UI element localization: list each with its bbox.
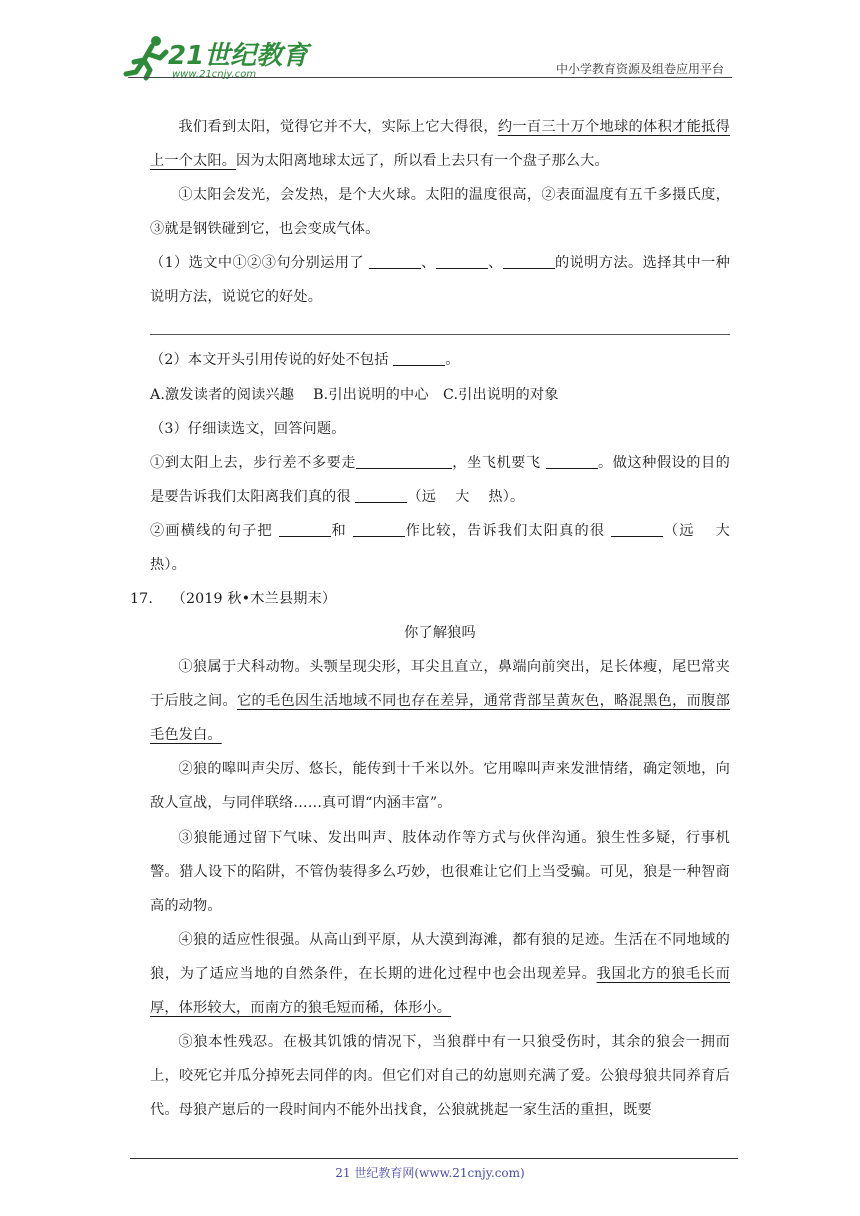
runner-icon <box>126 36 166 78</box>
site-logo <box>122 32 309 80</box>
header-divider <box>128 77 732 78</box>
article-title: 你了解狼吗 <box>404 625 476 642</box>
question-source: （2019 秋•木兰县期末） <box>171 591 337 608</box>
document-body <box>130 110 745 1127</box>
answer-blank[interactable] <box>546 454 598 469</box>
header-platform-name: 中小学教育资源及组卷应用平台 <box>555 62 724 76</box>
question-3: （3）仔细读选文，回答问题。 <box>150 420 346 437</box>
footer-text: 21 世纪教育网(www.21cnjy.com) <box>335 1166 525 1180</box>
answer-line[interactable] <box>150 314 730 335</box>
underlined-sentence: 约一百三十万个地球的体积才能抵得上一个太阳。 <box>150 119 730 170</box>
article-paragraph-2: ②狼的嗥叫声尖厉、悠长，能传到十千米以外。它用嗥叫声来发泄情绪，确定领地，向敌人宣战，与同伴联络……真可谓“内涵丰富”。 <box>150 761 730 812</box>
answer-blank[interactable] <box>353 522 405 537</box>
underlined-sentence: 它的毛色因生活地域不同也存在差异，通常背部呈黄灰色，略混黑色，而腹部毛色发白。 <box>150 693 730 744</box>
article-paragraph-5: ⑤狼本性残忍。在极其饥饿的情况下，当狼群中有一只狼受伤时，其余的狼会一拥而上，咬死它并瓜分掉死去同伴的肉。但它们对自己的幼崽则充满了爱。公狼母狼共同养育后代。母狼产崽后的一段时间内不能外出找食，公狼就挑起一家生活的重担，既要 <box>150 1034 730 1119</box>
article-paragraph-1: ①狼属于犬科动物。头颚呈现尖形，耳尖且直立，鼻端向前突出，足长体瘦，尾巴常夹于后肢之间。它的毛色因生活地域不同也存在差异，通常背部呈黄灰色，略混黑色，而腹部毛色发白。 <box>150 659 730 744</box>
article-paragraph-4: ④狼的适应性很强。从高山到平原，从大漠到海滩，都有狼的足迹。生活在不同地域的狼，为了适应当地的自然条件，在长期的进化过程中也会出现差异。我国北方的狼毛长而厚，体形较大，而南方的狼毛短而稀，体形小。 <box>150 931 730 1016</box>
question-2-options: A.激发读者的阅读兴趣 B.引出说明的中心 C.引出说明的对象 <box>150 386 559 403</box>
article-paragraph-3: ③狼能通过留下气味、发出叫声、肢体动作等方式与伙伴沟通。狼生性多疑，行事机警。猎人设下的陷阱，不管伪装得多么巧妙，也很难让它们上当受骗。可见，狼是一种智商高的动物。 <box>150 829 730 914</box>
answer-blank[interactable] <box>355 488 407 503</box>
question-3-2: ②画横线的句子把 和 作比较，告诉我们太阳真的很 （远 大 热）。 <box>150 522 745 573</box>
passage-paragraph-2: ①太阳会发光，会发热，是个大火球。太阳的温度很高，②表面温度有五千多摄氏度，③就是钢铁碰到它，也会变成气体。 <box>150 187 730 238</box>
question-2: （2）本文开头引用传说的好处不包括 。 <box>150 352 460 369</box>
answer-blank[interactable] <box>436 254 488 269</box>
logo-text: 21世纪教育 <box>168 41 309 71</box>
answer-blank[interactable] <box>393 351 445 366</box>
question-17-header <box>130 582 730 616</box>
logo-sub: www.21cnjy.com <box>172 69 257 80</box>
answer-blank[interactable] <box>279 522 331 537</box>
question-3-1: ①到太阳上去，步行差不多要走 ，坐飞机要飞 。做这种假设的目的是要告诉我们太阳离我们真的很 （远 大 热）。 <box>150 454 730 505</box>
answer-blank[interactable] <box>611 522 663 537</box>
question-number: 17. <box>130 591 154 608</box>
passage-paragraph-1: 我们看到太阳，觉得它并不大，实际上它大得很，约一百三十万个地球的体积才能抵得上一个太阳。因为太阳离地球太远了，所以看上去只有一个盘子那么大。 <box>150 119 730 170</box>
answer-blank[interactable] <box>369 254 421 269</box>
underlined-sentence: 我国北方的狼毛长而厚，体形较大，而南方的狼毛短而稀，体形小。 <box>150 965 730 1016</box>
footer-divider <box>130 1158 738 1159</box>
question-1: （1）选文中①②③句分别运用了 、 、 的说明方法。选择其中一种说明方法，说说它的好处。 <box>150 255 730 306</box>
answer-blank[interactable] <box>356 454 452 469</box>
answer-blank[interactable] <box>503 254 555 269</box>
